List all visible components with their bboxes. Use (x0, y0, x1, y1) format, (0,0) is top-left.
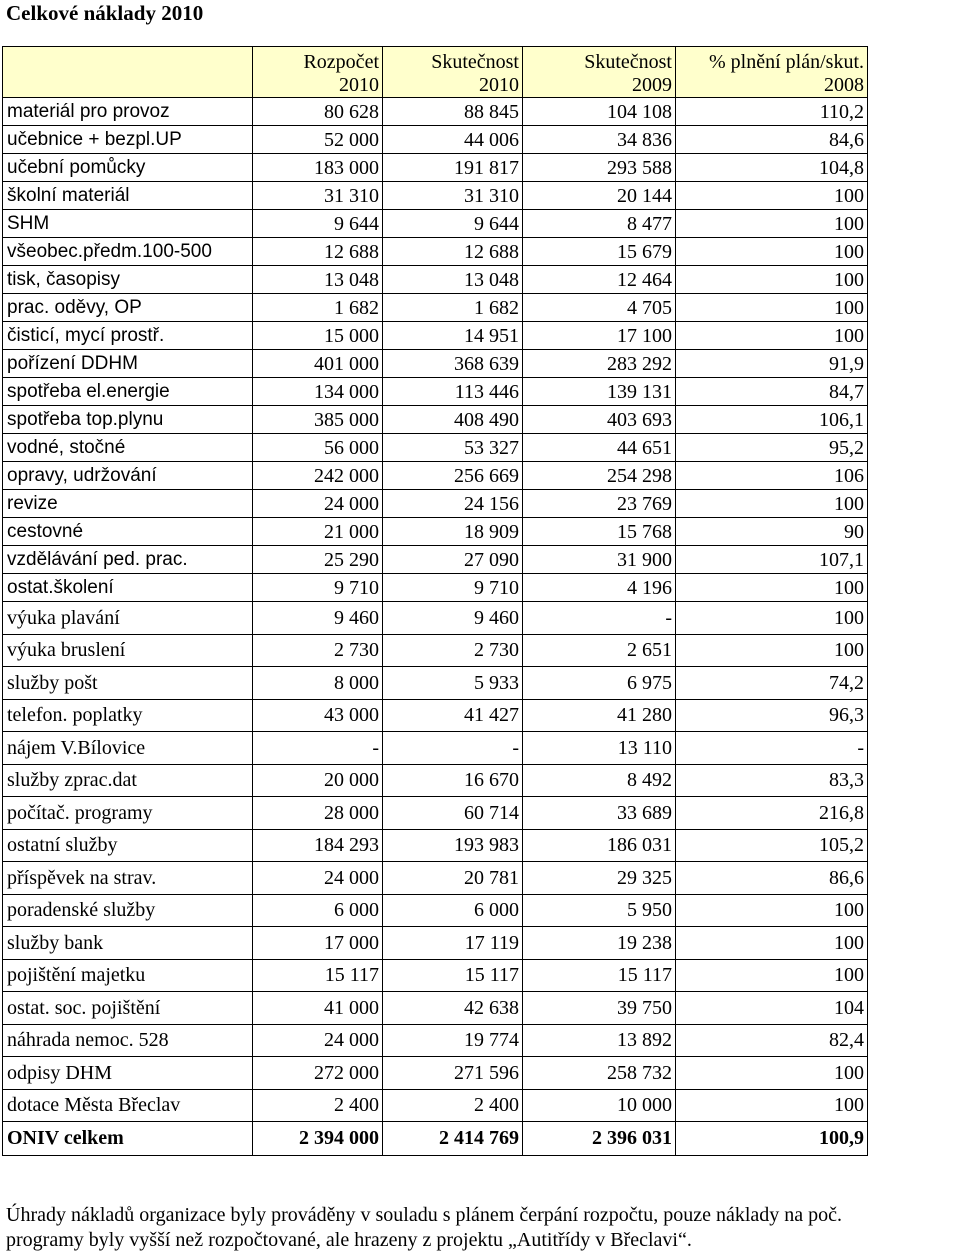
actual-2009-cell: 6 975 (523, 667, 676, 700)
row-label: výuka bruslení (3, 634, 253, 667)
table-row (3, 927, 868, 960)
row-label: všeobec.předm.100-500 (3, 238, 253, 266)
budget-2010-cell: 13 048 (253, 266, 383, 294)
actual-2009-cell: 8 492 (523, 764, 676, 797)
actual-2010-cell: - (383, 732, 523, 765)
header-fulfillment-percent: % plnění plán/skut. 2008 (676, 47, 868, 98)
fulfillment-cell: 100 (676, 490, 868, 518)
actual-2010-cell: 17 119 (383, 927, 523, 960)
table-row (3, 992, 868, 1025)
table-row (3, 1057, 868, 1090)
table-row (3, 434, 868, 462)
row-label: učebnice + bezpl.UP (3, 126, 253, 154)
row-label: vzdělávání ped. prac. (3, 546, 253, 574)
total-fulfillment-cell: 100,9 (676, 1122, 868, 1156)
row-label: čisticí, mycí prostř. (3, 322, 253, 350)
actual-2010-cell: 27 090 (383, 546, 523, 574)
actual-2009-cell: 293 588 (523, 154, 676, 182)
table-row (3, 266, 868, 294)
actual-2009-cell: 4 705 (523, 294, 676, 322)
table-row (3, 667, 868, 700)
actual-2010-cell: 408 490 (383, 406, 523, 434)
row-label: dotace Města Břeclav (3, 1089, 253, 1122)
row-label: vodné, stočné (3, 434, 253, 462)
footnote (6, 1203, 960, 1253)
total-actual-2010-cell: 2 414 769 (383, 1122, 523, 1156)
budget-2010-cell: 184 293 (253, 829, 383, 862)
row-label: učební pomůcky (3, 154, 253, 182)
row-label: prac. oděvy, OP (3, 294, 253, 322)
actual-2010-cell: 191 817 (383, 154, 523, 182)
actual-2010-cell: 9 644 (383, 210, 523, 238)
table-row (3, 378, 868, 406)
actual-2010-cell: 9 710 (383, 574, 523, 602)
actual-2010-cell: 1 682 (383, 294, 523, 322)
actual-2010-cell: 12 688 (383, 238, 523, 266)
actual-2009-cell: 10 000 (523, 1089, 676, 1122)
row-label: opravy, udržování (3, 462, 253, 490)
fulfillment-cell: 100 (676, 266, 868, 294)
fulfillment-cell: 100 (676, 1089, 868, 1122)
fulfillment-cell: 100 (676, 322, 868, 350)
budget-2010-cell: 134 000 (253, 378, 383, 406)
budget-2010-cell: 17 000 (253, 927, 383, 960)
budget-2010-cell: 9 710 (253, 574, 383, 602)
total-label: ONIV celkem (3, 1122, 253, 1156)
actual-2010-cell: 6 000 (383, 894, 523, 927)
table-row (3, 699, 868, 732)
actual-2010-cell: 2 730 (383, 634, 523, 667)
table-row (3, 98, 868, 126)
row-label: ostat. soc. pojištění (3, 992, 253, 1025)
actual-2009-cell: 5 950 (523, 894, 676, 927)
actual-2010-cell: 60 714 (383, 797, 523, 830)
fulfillment-cell: 100 (676, 959, 868, 992)
table-row (3, 126, 868, 154)
fulfillment-cell: 100 (676, 634, 868, 667)
row-label: náhrada nemoc. 528 (3, 1024, 253, 1057)
fulfillment-cell: 84,7 (676, 378, 868, 406)
budget-2010-cell: 15 117 (253, 959, 383, 992)
budget-2010-cell: 272 000 (253, 1057, 383, 1090)
actual-2009-cell: 44 651 (523, 434, 676, 462)
budget-2010-cell: 401 000 (253, 350, 383, 378)
table-row (3, 182, 868, 210)
actual-2010-cell: 14 951 (383, 322, 523, 350)
header-actual-2010: Skutečnost 2010 (383, 47, 523, 98)
fulfillment-cell: 100 (676, 927, 868, 960)
budget-2010-cell: 9 644 (253, 210, 383, 238)
actual-2009-cell: 186 031 (523, 829, 676, 862)
budget-2010-cell: 242 000 (253, 462, 383, 490)
budget-2010-cell: 31 310 (253, 182, 383, 210)
row-label: tisk, časopisy (3, 266, 253, 294)
budget-2010-cell: 28 000 (253, 797, 383, 830)
actual-2010-cell: 271 596 (383, 1057, 523, 1090)
budget-2010-cell: 80 628 (253, 98, 383, 126)
actual-2010-cell: 44 006 (383, 126, 523, 154)
fulfillment-cell: 110,2 (676, 98, 868, 126)
table-row (3, 634, 868, 667)
table-row (3, 1089, 868, 1122)
fulfillment-cell: 100 (676, 1057, 868, 1090)
fulfillment-cell: 74,2 (676, 667, 868, 700)
table-row (3, 322, 868, 350)
actual-2009-cell: 104 108 (523, 98, 676, 126)
budget-2010-cell: 41 000 (253, 992, 383, 1025)
row-label: ostatní služby (3, 829, 253, 862)
row-label: telefon. poplatky (3, 699, 253, 732)
actual-2010-cell: 2 400 (383, 1089, 523, 1122)
header-actual-2009: Skutečnost 2009 (523, 47, 676, 98)
table-row (3, 894, 868, 927)
fulfillment-cell: 106,1 (676, 406, 868, 434)
actual-2009-cell: 258 732 (523, 1057, 676, 1090)
fulfillment-cell: 100 (676, 182, 868, 210)
row-label: SHM (3, 210, 253, 238)
row-label: poradenské služby (3, 894, 253, 927)
fulfillment-cell: 105,2 (676, 829, 868, 862)
actual-2009-cell: 15 117 (523, 959, 676, 992)
table-row (3, 829, 868, 862)
total-actual-2009-cell: 2 396 031 (523, 1122, 676, 1156)
actual-2010-cell: 53 327 (383, 434, 523, 462)
actual-2009-cell: 15 679 (523, 238, 676, 266)
table-row (3, 959, 868, 992)
table-row (3, 490, 868, 518)
row-label: spotřeba el.energie (3, 378, 253, 406)
budget-2010-cell: 12 688 (253, 238, 383, 266)
actual-2010-cell: 5 933 (383, 667, 523, 700)
actual-2010-cell: 9 460 (383, 602, 523, 635)
row-label: pořízení DDHM (3, 350, 253, 378)
actual-2009-cell: 31 900 (523, 546, 676, 574)
fulfillment-cell: 82,4 (676, 1024, 868, 1057)
fulfillment-cell: 100 (676, 210, 868, 238)
budget-2010-cell: - (253, 732, 383, 765)
fulfillment-cell: 84,6 (676, 126, 868, 154)
table-row (3, 406, 868, 434)
row-label: spotřeba top.plynu (3, 406, 253, 434)
table-row (3, 518, 868, 546)
budget-2010-cell: 8 000 (253, 667, 383, 700)
table-row (3, 210, 868, 238)
fulfillment-cell: 107,1 (676, 546, 868, 574)
actual-2009-cell: 403 693 (523, 406, 676, 434)
row-label: cestovné (3, 518, 253, 546)
actual-2009-cell: 15 768 (523, 518, 676, 546)
footnote-line: programy byly vyšší než rozpočtované, ale hrazeny z projektu „Autitřídy v Břeclavi“. (6, 1229, 692, 1251)
actual-2009-cell: 254 298 (523, 462, 676, 490)
actual-2009-cell: 39 750 (523, 992, 676, 1025)
fulfillment-cell: 95,2 (676, 434, 868, 462)
actual-2010-cell: 41 427 (383, 699, 523, 732)
actual-2009-cell: 2 651 (523, 634, 676, 667)
row-label: školní materiál (3, 182, 253, 210)
actual-2009-cell: 8 477 (523, 210, 676, 238)
budget-2010-cell: 15 000 (253, 322, 383, 350)
row-label: revize (3, 490, 253, 518)
budget-2010-cell: 20 000 (253, 764, 383, 797)
row-label: služby bank (3, 927, 253, 960)
actual-2010-cell: 368 639 (383, 350, 523, 378)
fulfillment-cell: 104,8 (676, 154, 868, 182)
actual-2009-cell: 139 131 (523, 378, 676, 406)
table-row (3, 462, 868, 490)
actual-2010-cell: 24 156 (383, 490, 523, 518)
header-budget-2010: Rozpočet 2010 (253, 47, 383, 98)
table-row (3, 294, 868, 322)
table-row (3, 602, 868, 635)
row-label: služby zprac.dat (3, 764, 253, 797)
actual-2010-cell: 88 845 (383, 98, 523, 126)
table-row (3, 764, 868, 797)
actual-2009-cell: 19 238 (523, 927, 676, 960)
row-label: počítač. programy (3, 797, 253, 830)
budget-2010-cell: 2 730 (253, 634, 383, 667)
budget-2010-cell: 1 682 (253, 294, 383, 322)
fulfillment-cell: 83,3 (676, 764, 868, 797)
actual-2009-cell: 4 196 (523, 574, 676, 602)
budget-2010-cell: 2 400 (253, 1089, 383, 1122)
table-row (3, 862, 868, 895)
actual-2009-cell: 13 892 (523, 1024, 676, 1057)
actual-2009-cell: 20 144 (523, 182, 676, 210)
fulfillment-cell: 104 (676, 992, 868, 1025)
actual-2009-cell: 41 280 (523, 699, 676, 732)
fulfillment-cell: 106 (676, 462, 868, 490)
budget-2010-cell: 385 000 (253, 406, 383, 434)
row-label: nájem V.Bílovice (3, 732, 253, 765)
fulfillment-cell: 96,3 (676, 699, 868, 732)
table-row (3, 154, 868, 182)
actual-2010-cell: 42 638 (383, 992, 523, 1025)
actual-2009-cell: 33 689 (523, 797, 676, 830)
fulfillment-cell: 91,9 (676, 350, 868, 378)
budget-2010-cell: 25 290 (253, 546, 383, 574)
budget-2010-cell: 183 000 (253, 154, 383, 182)
table-row (3, 574, 868, 602)
actual-2009-cell: 17 100 (523, 322, 676, 350)
row-label: výuka plavání (3, 602, 253, 635)
table-row (3, 546, 868, 574)
actual-2010-cell: 31 310 (383, 182, 523, 210)
actual-2009-cell: 13 110 (523, 732, 676, 765)
fulfillment-cell: 216,8 (676, 797, 868, 830)
page-title: Celkové náklady 2010 (6, 1, 204, 25)
actual-2010-cell: 19 774 (383, 1024, 523, 1057)
fulfillment-cell: 100 (676, 238, 868, 266)
budget-2010-cell: 24 000 (253, 862, 383, 895)
budget-2010-cell: 9 460 (253, 602, 383, 635)
actual-2010-cell: 18 909 (383, 518, 523, 546)
actual-2010-cell: 256 669 (383, 462, 523, 490)
actual-2009-cell: - (523, 602, 676, 635)
budget-2010-cell: 43 000 (253, 699, 383, 732)
row-label: pojištění majetku (3, 959, 253, 992)
actual-2010-cell: 13 048 (383, 266, 523, 294)
budget-2010-cell: 21 000 (253, 518, 383, 546)
actual-2010-cell: 16 670 (383, 764, 523, 797)
fulfillment-cell: 86,6 (676, 862, 868, 895)
actual-2010-cell: 193 983 (383, 829, 523, 862)
fulfillment-cell: 100 (676, 894, 868, 927)
row-label: ostat.školení (3, 574, 253, 602)
actual-2009-cell: 283 292 (523, 350, 676, 378)
table-row (3, 238, 868, 266)
table-row (3, 732, 868, 765)
fulfillment-cell: 90 (676, 518, 868, 546)
footnote-line: Úhrady nákladů organizace byly prováděny v souladu s plánem čerpání rozpočtu, pouze náklady na poč. (6, 1204, 843, 1226)
actual-2009-cell: 12 464 (523, 266, 676, 294)
fulfillment-cell: - (676, 732, 868, 765)
total-row (3, 1122, 868, 1156)
actual-2009-cell: 29 325 (523, 862, 676, 895)
fulfillment-cell: 100 (676, 294, 868, 322)
budget-2010-cell: 6 000 (253, 894, 383, 927)
table-row (3, 1024, 868, 1057)
table-row (3, 350, 868, 378)
actual-2010-cell: 113 446 (383, 378, 523, 406)
budget-2010-cell: 52 000 (253, 126, 383, 154)
row-label: příspěvek na strav. (3, 862, 253, 895)
header-item (3, 47, 253, 98)
costs-table (2, 46, 868, 1156)
table-row (3, 797, 868, 830)
total-budget-2010-cell: 2 394 000 (253, 1122, 383, 1156)
actual-2009-cell: 34 836 (523, 126, 676, 154)
actual-2009-cell: 23 769 (523, 490, 676, 518)
budget-2010-cell: 56 000 (253, 434, 383, 462)
fulfillment-cell: 100 (676, 574, 868, 602)
row-label: odpisy DHM (3, 1057, 253, 1090)
budget-2010-cell: 24 000 (253, 490, 383, 518)
row-label: materiál pro provoz (3, 98, 253, 126)
actual-2010-cell: 15 117 (383, 959, 523, 992)
table-header-row (3, 47, 868, 98)
fulfillment-cell: 100 (676, 602, 868, 635)
budget-2010-cell: 24 000 (253, 1024, 383, 1057)
actual-2010-cell: 20 781 (383, 862, 523, 895)
row-label: služby pošt (3, 667, 253, 700)
